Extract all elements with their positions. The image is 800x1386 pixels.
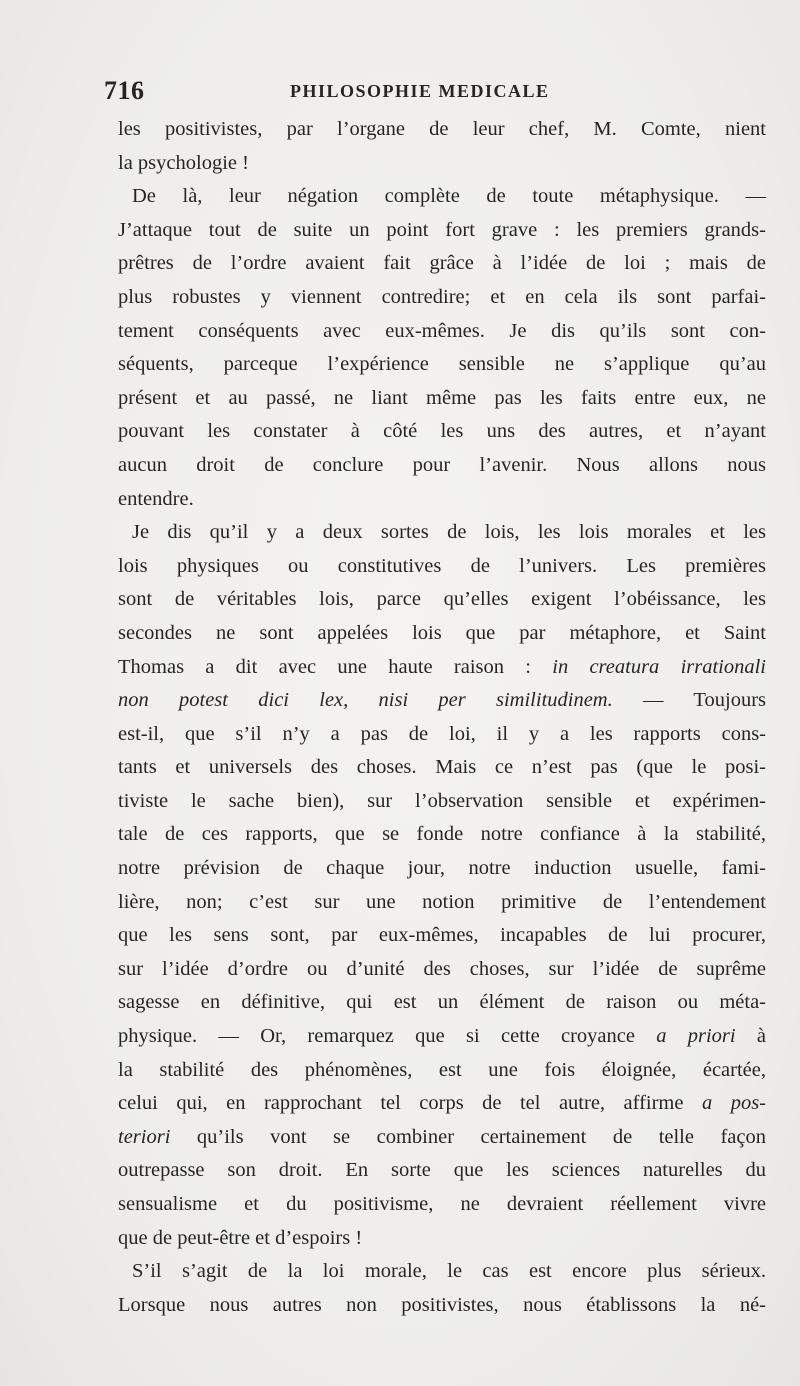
text-line: tale de ces rapports, que se fonde notre confiance à la stabilité, bbox=[118, 823, 766, 846]
text-line: que les sens sont, par eux-mêmes, incapables de lui procurer, bbox=[118, 924, 766, 947]
page-header bbox=[104, 76, 768, 110]
text-line: lois physiques ou constitutives de l’univers. Les premières bbox=[118, 554, 766, 577]
text-line: lière, non; c’est sur une notion primitive de l’entendement bbox=[118, 890, 766, 913]
text-line: non potest dici lex, nisi per similitudinem. — Toujours bbox=[118, 689, 766, 712]
text-line: teriori qu’ils vont se combiner certainement de telle façon bbox=[118, 1125, 766, 1148]
text-line: la stabilité des phénomènes, est une fois éloignée, écartée, bbox=[118, 1058, 766, 1081]
text-line: entendre. bbox=[118, 487, 194, 510]
text-line: que de peut-être et d’espoirs ! bbox=[118, 1226, 363, 1249]
latin-term: teriori bbox=[118, 1125, 171, 1148]
text-line: présent et au passé, ne liant même pas les faits entre eux, ne bbox=[118, 386, 766, 409]
text-line: plus robustes y viennent contredire; et en cela ils sont parfai- bbox=[118, 285, 766, 308]
text-line: les positivistes, par l’organe de leur chef, M. Comte, nient bbox=[118, 118, 766, 140]
text-line: notre prévision de chaque jour, notre induction usuelle, fami- bbox=[118, 857, 766, 880]
text-line: tiviste le sache bien), sur l’observation sensible et expérimen- bbox=[118, 789, 766, 812]
text-line: prêtres de l’ordre avaient fait grâce à l’idée de loi ; mais de bbox=[118, 252, 766, 275]
text-line: S’il s’agit de la loi morale, le cas est encore plus sérieux. bbox=[132, 1260, 766, 1283]
text-line: Lorsque nous autres non positivistes, nous établissons la né- bbox=[118, 1293, 766, 1316]
text-line: secondes ne sont appelées lois que par métaphore, et Saint bbox=[118, 621, 766, 644]
latin-term: a pos- bbox=[701, 1092, 767, 1115]
body-text bbox=[118, 113, 766, 1322]
text-line: aucun droit de conclure pour l’avenir. Nous allons nous bbox=[118, 453, 766, 476]
text-line: J’attaque tout de suite un point fort grave : les premiers grands- bbox=[118, 218, 766, 241]
text-line: sagesse en définitive, qui est un élément de raison ou méta- bbox=[118, 991, 766, 1014]
text-line: la psychologie ! bbox=[118, 151, 249, 174]
text-line: est-il, que s’il n’y a pas de loi, il y a les rapports cons- bbox=[118, 722, 766, 745]
running-head: PHILOSOPHIE MEDICALE bbox=[290, 81, 550, 101]
page-number: 716 bbox=[104, 76, 145, 105]
latin-term: a priori bbox=[656, 1025, 736, 1048]
text-line: physique. — Or, remarquez que si cette croyance a priori à bbox=[118, 1025, 766, 1048]
text-line: outrepasse son droit. En sorte que les sciences naturelles du bbox=[118, 1159, 766, 1182]
text-line: sont de véritables lois, parce qu’elles exigent l’obéissance, les bbox=[118, 588, 766, 611]
text-line: sensualisme et du positivisme, ne devraient réellement vivre bbox=[118, 1193, 766, 1215]
latin-quote: non potest dici lex, nisi per similitudinem. bbox=[118, 689, 613, 712]
text-line: De là, leur négation complète de toute métaphysique. — bbox=[132, 185, 766, 208]
text-line: pouvant les constater à côté les uns des autres, et n’ayant bbox=[118, 420, 766, 443]
text-line: celui qui, en rapprochant tel corps de tel autre, affirme a pos- bbox=[118, 1092, 767, 1115]
text-line: Thomas a dit avec une haute raison : in creatura irrationali bbox=[118, 655, 766, 678]
text-line: sur l’idée d’ordre ou d’unité des choses, sur l’idée de suprême bbox=[118, 957, 766, 980]
text-line: tement conséquents avec eux-mêmes. Je dis qu’ils sont con- bbox=[118, 319, 766, 342]
latin-quote: in creatura irrationali bbox=[552, 655, 766, 678]
text-line: tants et universels des choses. Mais ce n’est pas (que le posi- bbox=[118, 756, 766, 779]
text-line: Je dis qu’il y a deux sortes de lois, les lois morales et les bbox=[132, 521, 766, 544]
text-line: séquents, parceque l’expérience sensible ne s’applique qu’au bbox=[118, 353, 766, 376]
